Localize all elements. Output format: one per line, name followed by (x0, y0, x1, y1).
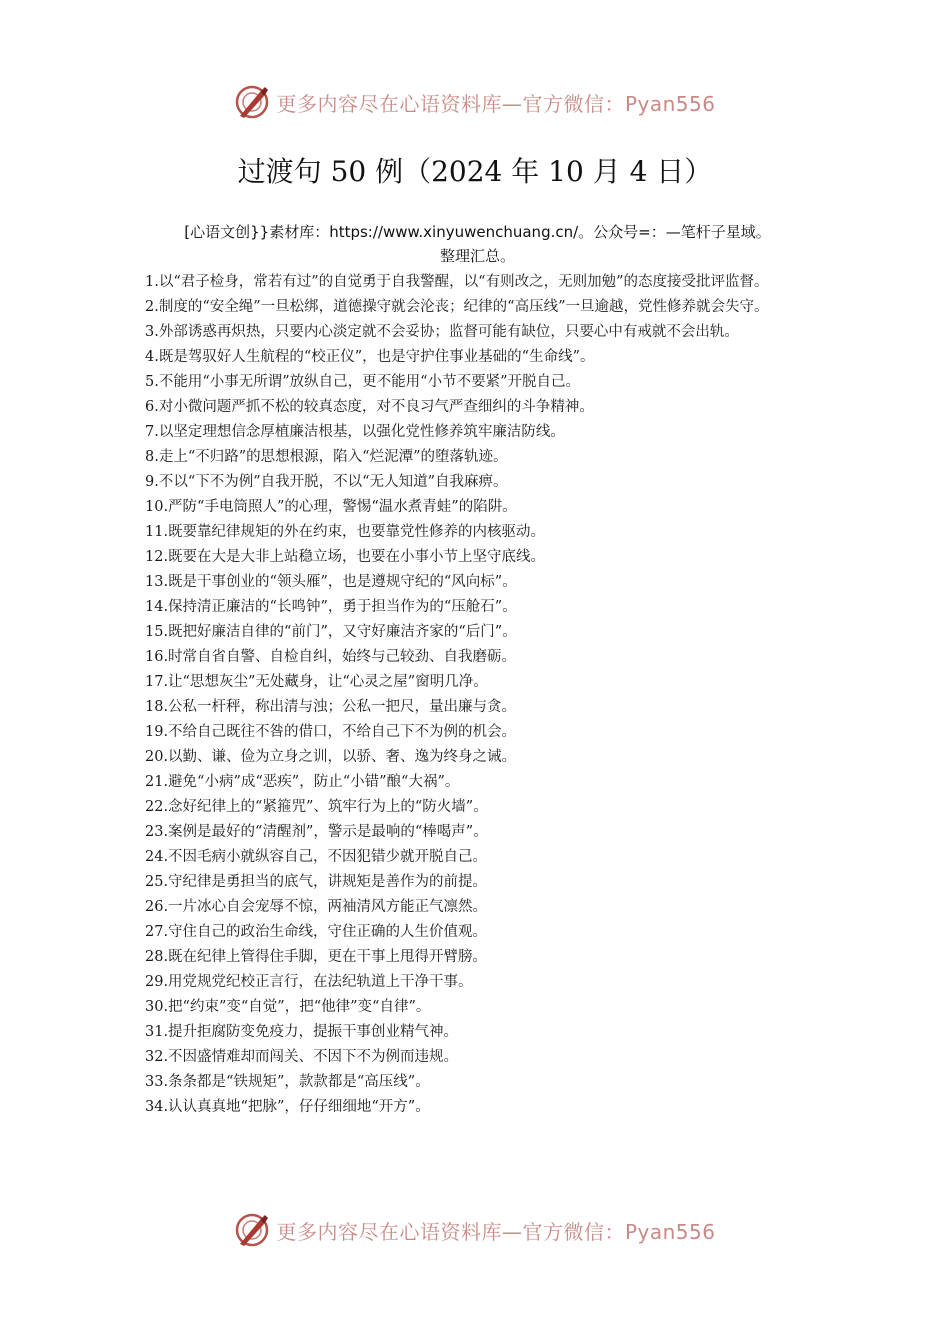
list-item: 34.认认真真地“把脉”，仔仔细细地“开方”。 (145, 1099, 430, 1115)
list-item: 16.时常自省自警、自检自纠，始终与己较劲、自我磨砺。 (145, 649, 517, 665)
page-title: 过渡句 50 例（2024 年 10 月 4 日） (237, 155, 713, 188)
list-item: 21.避免“小病”成“恶疾”，防止“小错”酿“大祸”。 (145, 774, 460, 790)
list-item: 12.既要在大是大非上站稳立场，也要在小事小节上坚守底线。 (145, 549, 546, 565)
list-item: 22.念好纪律上的“紧箍咒”、筑牢行为上的“防火墙”。 (145, 799, 488, 815)
list-item: 4.既是驾驭好人生航程的“校正仪”，也是守护住事业基础的“生命线”。 (145, 349, 595, 365)
list-item: 33.条条都是“铁规矩”，款款都是“高压线”。 (145, 1074, 430, 1090)
list-item: 28.既在纪律上管得住手脚，更在干事上甩得开臂膀。 (145, 949, 488, 965)
list-item: 30.把“约束”变“自觉”，把“他律”变“自律”。 (145, 999, 431, 1015)
list-item: 32.不因盛情难却而闯关、不因下不为例而违规。 (145, 1049, 459, 1065)
source-line-2: 整理汇总。 (439, 247, 515, 265)
list-item: 29.用党规党纪校正言行，在法纪轨道上干净干事。 (145, 974, 473, 990)
list-item: 1.以“君子检身，常若有过”的自觉勇于自我警醒，以“有则改之，无则加勉”的态度接受批评监督。 (145, 274, 769, 290)
list-item: 3.外部诱惑再炽热，只要内心淡定就不会妥协；监督可能有缺位，只要心中有戒就不会出轨。 (145, 324, 739, 340)
list-item: 2.制度的“安全绳”一旦松绑，道德操守就会沦丧；纪律的“高压线”一旦逾越，党性修养就会失守。 (145, 299, 769, 315)
list-item: 9.不以“下不为例”自我开脱，不以“无人知道”自我麻痹。 (145, 474, 508, 490)
list-item: 10.严防“手电筒照人”的心理，警惕“温水煮青蛙”的陷阱。 (145, 499, 517, 515)
list-item: 13.既是干事创业的“领头雁”，也是遵规守纪的“风向标”。 (145, 574, 517, 590)
sentence-list (145, 270, 810, 1120)
list-item: 27.守住自己的政治生命线，守住正确的人生价值观。 (145, 924, 488, 940)
list-item: 19.不给自己既往不咎的借口，不给自己下不为例的机会。 (145, 724, 517, 740)
list-item: 7.以坚定理想信念厚植廉洁根基，以强化党性修养筑牢廉洁防线。 (145, 424, 565, 440)
list-item: 8.走上“不归路”的思想根源，陷入“烂泥潭”的堕落轨迹。 (145, 449, 508, 465)
list-item: 15.既把好廉洁自律的“前门”，又守好廉洁齐家的“后门”。 (145, 624, 517, 640)
header-banner (0, 82, 950, 122)
footer-banner (0, 1210, 950, 1250)
source-note (145, 220, 810, 268)
banner-text: 更多内容尽在心语资料库—官方微信：Pyan556 (276, 91, 716, 116)
list-item: 20.以勤、谦、俭为立身之训，以骄、奢、逸为终身之诫。 (145, 749, 517, 765)
list-item: 25.守纪律是勇担当的底气，讲规矩是善作为的前提。 (145, 874, 488, 890)
list-item: 31.提升拒腐防变免疫力，提振干事创业精气神。 (145, 1024, 459, 1040)
list-item: 18.公私一杆秤，称出清与浊；公私一把尺，量出廉与贪。 (145, 699, 517, 715)
banner-text: 更多内容尽在心语资料库—官方微信：Pyan556 (276, 1219, 716, 1244)
list-item: 26.一片冰心自会宠辱不惊，两袖清风方能正气凛然。 (145, 899, 488, 915)
list-item: 24.不因毛病小就纵容自己，不因犯错少就开脱自己。 (145, 849, 488, 865)
list-item: 14.保持清正廉洁的“长鸣钟”，勇于担当作为的“压舱石”。 (145, 599, 517, 615)
pen-logo-icon (234, 1212, 270, 1248)
list-item: 23.案例是最好的“清醒剂”，警示是最响的“棒喝声”。 (145, 824, 488, 840)
pen-logo-icon (234, 84, 270, 120)
source-line-1: [心语文创}}素材库：https://www.xinyuwenchuang.cn/。公众号=：—笔杆子星域。 (184, 223, 771, 241)
list-item: 5.不能用“小事无所谓”放纵自己，更不能用“小节不要紧”开脱自己。 (145, 374, 580, 390)
list-item: 11.既要靠纪律规矩的外在约束，也要靠党性修养的内核驱动。 (145, 524, 546, 540)
list-item: 6.对小微问题严抓不松的较真态度，对不良习气严查细纠的斗争精神。 (145, 399, 594, 415)
list-item: 17.让“思想灰尘”无处藏身，让“心灵之屋”窗明几净。 (145, 674, 488, 690)
